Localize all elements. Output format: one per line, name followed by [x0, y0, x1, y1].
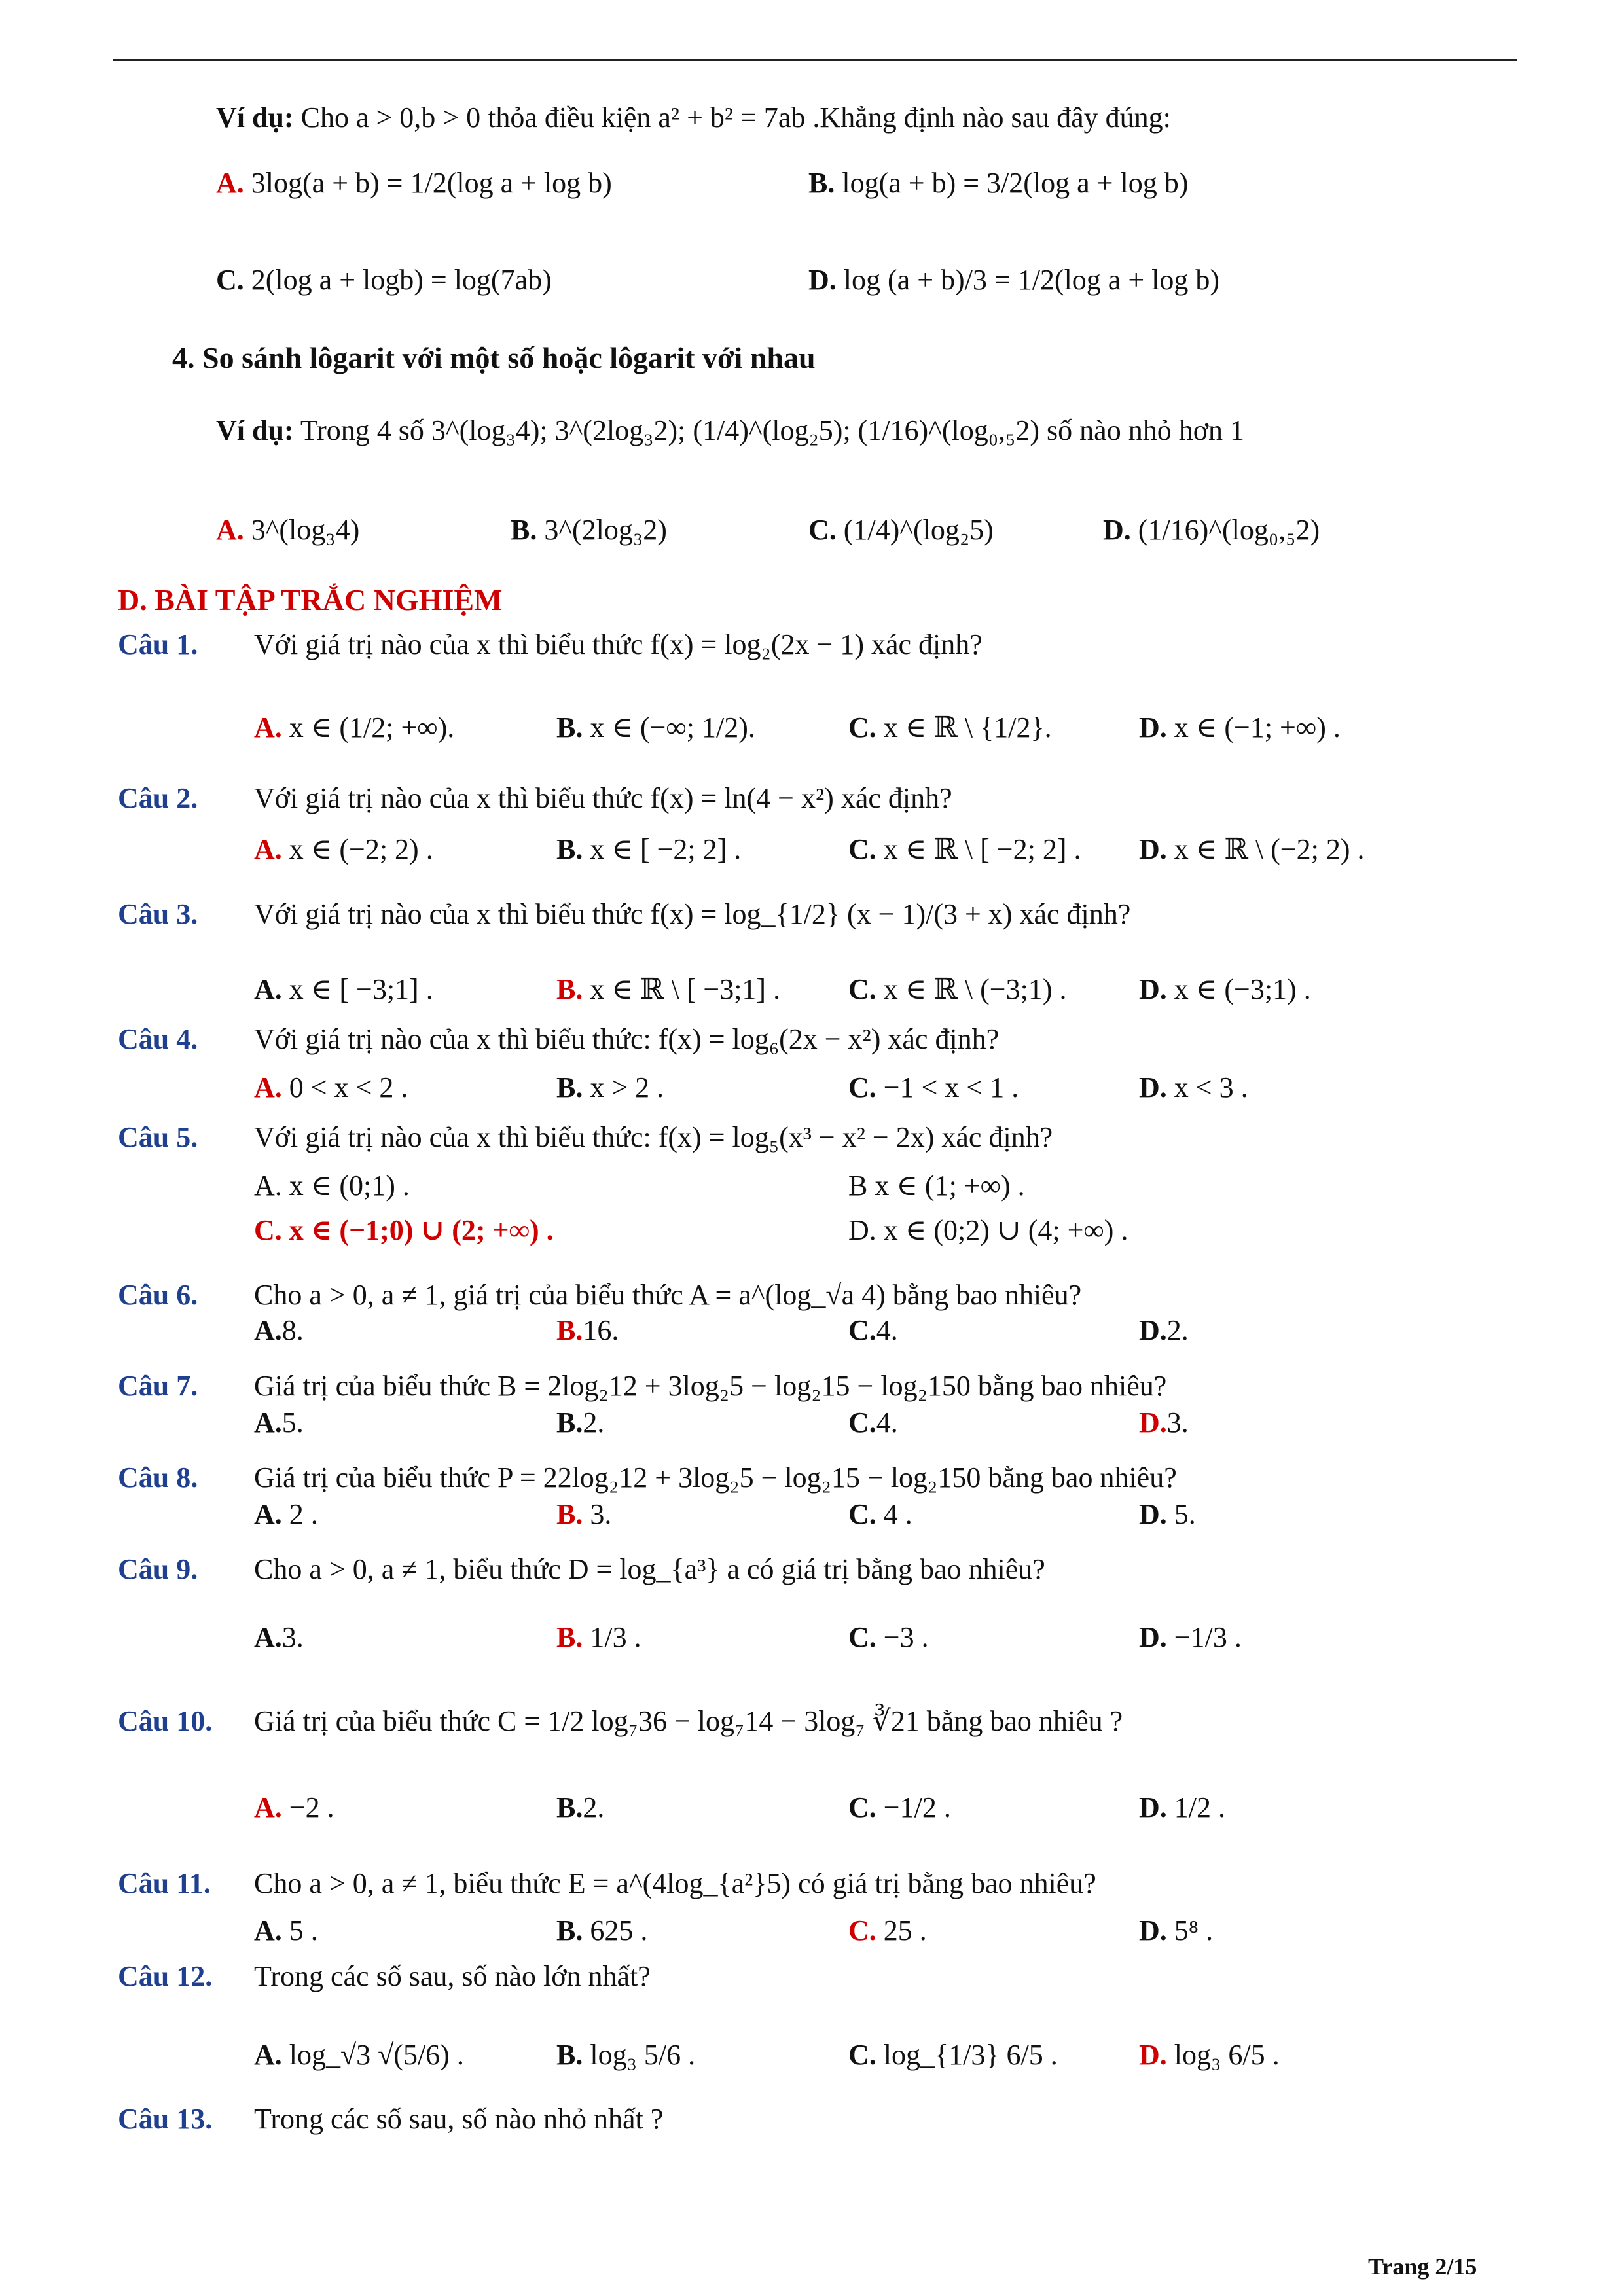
answer-letter: B. — [556, 1071, 583, 1103]
answer-text: x ∈ ℝ \ {1/2}. — [876, 711, 1052, 744]
page-number: Trang 2/15 — [1368, 2253, 1477, 2280]
answer-letter: C. — [848, 1621, 876, 1653]
answer-option[interactable] — [848, 1623, 929, 1652]
question-label: Câu 3. — [118, 898, 198, 930]
answer-letter: B. — [556, 973, 583, 1005]
question-stem: Với giá trị nào của x thì biểu thức: f(x) = log₅(x³ − x² − 2x) xác định? — [254, 1121, 1053, 1153]
question-label: Câu 13. — [118, 2103, 213, 2135]
answer-letter: C. — [848, 711, 876, 744]
answer-letter: D. — [1139, 1498, 1167, 1530]
section4-option-c: (1/4)^(log₂5) — [843, 514, 994, 546]
example1-option-c: 2(log a + logb) = log(7ab) — [251, 264, 552, 296]
answer-text: 3. — [281, 1621, 304, 1653]
answer-letter: C. — [848, 2039, 876, 2071]
answer-text: x ∈ (−∞; 1/2). — [583, 711, 755, 744]
question-stem: Cho a > 0, a ≠ 1, giá trị của biểu thức A = a^(log_√a 4) bằng bao nhiêu? — [254, 1279, 1082, 1311]
answer-letter: A. — [254, 1791, 282, 1823]
answer-text: 2. — [1166, 1314, 1189, 1346]
section-title: D. BÀI TẬP TRẮC NGHIỆM — [118, 583, 503, 617]
answer-option[interactable] — [848, 975, 1067, 1004]
answer-text: x ∈ (1/2; +∞). — [281, 711, 455, 744]
answer-letter: C. — [848, 1314, 876, 1346]
answer-option[interactable] — [556, 835, 741, 864]
answer-text: 25 . — [876, 1914, 927, 1946]
question-label: Câu 1. — [118, 628, 198, 660]
answer-text: x ∈ (−1; +∞) . — [1166, 711, 1341, 744]
example1-prefix: Ví dụ: — [216, 101, 294, 134]
answer-option[interactable] — [556, 975, 780, 1004]
answer-option[interactable] — [1139, 975, 1311, 1004]
example1-option-b: log(a + b) = 3/2(log a + log b) — [842, 167, 1189, 199]
question-label: Câu 10. — [118, 1705, 213, 1737]
answer-letter: D. — [1139, 2039, 1167, 2071]
example1-option-d: log (a + b)/3 = 1/2(log a + log b) — [843, 264, 1220, 296]
answer-letter: B. — [556, 1621, 583, 1653]
answer-letter: A. — [254, 2039, 282, 2071]
answer-letter: C. — [848, 1407, 876, 1439]
question-label: Câu 6. — [118, 1279, 198, 1311]
answer-letter: B. — [556, 1498, 583, 1530]
answer-text: 1/3 . — [583, 1621, 641, 1653]
answer-option[interactable] — [254, 835, 433, 864]
question-stem: Cho a > 0, a ≠ 1, biểu thức D = log_{a³} a có giá trị bằng bao nhiêu? — [254, 1553, 1045, 1585]
answer-option[interactable]: C. x ∈ (−1;0) ∪ (2; +∞) . — [254, 1214, 554, 1246]
section4-option-d: (1/16)^(log₀,₅2) — [1138, 514, 1320, 546]
answer-text: 16. — [583, 1314, 619, 1346]
answer-text: 625 . — [583, 1914, 648, 1946]
answer-letter: D. — [1139, 833, 1167, 865]
answer-text: 2. — [583, 1407, 605, 1439]
answer-letter: C. — [848, 1791, 876, 1823]
answer-option[interactable] — [1139, 1500, 1196, 1529]
answer-option[interactable] — [254, 1408, 304, 1437]
answer-letter: C. — [848, 1498, 876, 1530]
example1-option-d-letter: D. — [808, 264, 837, 296]
answer-option[interactable] — [848, 1073, 1019, 1102]
answer-option[interactable]: A. x ∈ (0;1) . — [254, 1170, 410, 1202]
example1-option-c-letter: C. — [216, 264, 244, 296]
example1-option-a: 3log(a + b) = 1/2(log a + log b) — [251, 167, 612, 199]
section4-heading: 4. So sánh lôgarit với một số hoặc lôgarit với nhau — [172, 341, 816, 374]
answer-option[interactable] — [254, 1793, 334, 1822]
answer-letter: A. — [254, 711, 282, 744]
answer-option[interactable] — [254, 975, 433, 1004]
answer-letter: A. — [254, 1314, 282, 1346]
answer-letter: B. — [556, 711, 583, 744]
answer-text: x ∈ ℝ \ [ −2; 2] . — [876, 833, 1081, 865]
answer-text: 4. — [876, 1314, 898, 1346]
answer-option[interactable] — [556, 2041, 695, 2070]
answer-option[interactable] — [1139, 1316, 1189, 1345]
answer-option[interactable] — [556, 1793, 604, 1822]
example1-option-a-letter: A. — [216, 167, 244, 199]
answer-option[interactable] — [556, 1316, 619, 1345]
answer-option[interactable] — [848, 1793, 951, 1822]
answer-text: 5 . — [281, 1914, 318, 1946]
answer-letter: D. — [1139, 973, 1167, 1005]
answer-text: x ∈ ℝ \ [ −3;1] . — [583, 973, 781, 1005]
question-label: Câu 12. — [118, 1960, 213, 1992]
answer-option[interactable]: D. x ∈ (0;2) ∪ (4; +∞) . — [848, 1214, 1128, 1246]
answer-option[interactable] — [848, 2041, 1058, 2070]
answer-letter: D. — [1139, 711, 1167, 744]
answer-letter: A. — [254, 1914, 282, 1946]
answer-text: 3. — [1166, 1407, 1189, 1439]
answer-text: log₃ 6/5 . — [1166, 2039, 1280, 2071]
section4-option-d-letter: D. — [1103, 514, 1131, 546]
answer-text: 4. — [876, 1407, 898, 1439]
answer-letter: D. — [1139, 1071, 1167, 1103]
answer-letter: A. — [254, 973, 282, 1005]
answer-letter: C. — [848, 973, 876, 1005]
question-label: Câu 2. — [118, 782, 198, 814]
question-label: Câu 5. — [118, 1121, 198, 1153]
answer-option[interactable] — [1139, 1408, 1189, 1437]
answer-option[interactable] — [848, 713, 1052, 742]
answer-letter: B. — [556, 833, 583, 865]
answer-text: −1/2 . — [876, 1791, 951, 1823]
answer-letter: A. — [254, 1498, 282, 1530]
answer-option[interactable]: B x ∈ (1; +∞) . — [848, 1170, 1025, 1202]
section4-prefix: Ví dụ: — [216, 414, 294, 446]
question-stem: Giá trị của biểu thức P = 22log₂12 + 3log₂5 − log₂15 − log₂150 bằng bao nhiêu? — [254, 1462, 1177, 1494]
answer-letter: A. — [254, 833, 282, 865]
question-stem: Với giá trị nào của x thì biểu thức: f(x) = log₆(2x − x²) xác định? — [254, 1023, 1000, 1055]
example1-stem: Cho a > 0,b > 0 thỏa điều kiện a² + b² = 7ab .Khẳng định nào sau đây đúng: — [300, 101, 1171, 134]
question-label: Câu 4. — [118, 1023, 198, 1055]
answer-option[interactable] — [254, 713, 454, 742]
question-label: Câu 7. — [118, 1370, 198, 1402]
answer-text: x ∈ (−2; 2) . — [281, 833, 433, 865]
answer-letter: B. — [556, 1914, 583, 1946]
answer-option[interactable] — [848, 1408, 898, 1437]
answer-option[interactable] — [1139, 1623, 1242, 1652]
answer-option[interactable] — [254, 1500, 318, 1529]
answer-text: x ∈ [ −2; 2] . — [583, 833, 742, 865]
answer-letter: B. — [556, 2039, 583, 2071]
answer-text: x ∈ [ −3;1] . — [281, 973, 433, 1005]
section4-option-a: 3^(log₃4) — [251, 514, 360, 546]
answer-letter: A. — [254, 1621, 282, 1653]
answer-text: x ∈ ℝ \ (−3;1) . — [876, 973, 1067, 1005]
answer-letter: B. — [556, 1791, 583, 1823]
section4-option-b: 3^(2log₃2) — [544, 514, 667, 546]
answer-text: x > 2 . — [583, 1071, 664, 1103]
answer-text: −3 . — [876, 1621, 929, 1653]
section4-option-c-letter: C. — [808, 514, 837, 546]
answer-option[interactable] — [254, 1623, 304, 1652]
answer-text: x < 3 . — [1166, 1071, 1248, 1103]
answer-option[interactable] — [848, 1316, 898, 1345]
answer-option[interactable] — [848, 835, 1081, 864]
section4-option-b-letter: B. — [511, 514, 537, 546]
answer-letter: B. — [556, 1314, 583, 1346]
answer-option[interactable] — [254, 1916, 318, 1945]
answer-text: 1/2 . — [1166, 1791, 1226, 1823]
answer-letter: C. — [848, 1914, 876, 1946]
question-stem: Trong các số sau, số nào lớn nhất? — [254, 1960, 651, 1992]
answer-letter: B. — [556, 1407, 583, 1439]
answer-text: 3. — [583, 1498, 612, 1530]
answer-option[interactable] — [848, 1916, 927, 1945]
question-label: Câu 9. — [118, 1553, 198, 1585]
answer-option[interactable] — [556, 1073, 664, 1102]
answer-text: log₃ 5/6 . — [583, 2039, 696, 2071]
answer-letter: A. — [254, 1407, 282, 1439]
answer-letter: D. — [1139, 1621, 1167, 1653]
answer-option[interactable] — [556, 1916, 647, 1945]
answer-letter: D. — [1139, 1914, 1167, 1946]
question-label: Câu 11. — [118, 1867, 211, 1899]
question-stem: Với giá trị nào của x thì biểu thức f(x) = log_{1/2} (x − 1)/(3 + x) xác định? — [254, 898, 1131, 930]
answer-option[interactable] — [556, 1408, 604, 1437]
header-rule — [113, 59, 1517, 61]
question-stem: Cho a > 0, a ≠ 1, biểu thức E = a^(4log_{a²}5) có giá trị bằng bao nhiêu? — [254, 1867, 1096, 1899]
answer-text: 4 . — [876, 1498, 912, 1530]
answer-text: −2 . — [281, 1791, 334, 1823]
question-stem: Với giá trị nào của x thì biểu thức f(x) = ln(4 − x²) xác định? — [254, 782, 952, 814]
section4-option-a-letter: A. — [216, 514, 244, 546]
answer-text: 0 < x < 2 . — [281, 1071, 408, 1103]
answer-text: 2. — [583, 1791, 605, 1823]
answer-option[interactable] — [1139, 713, 1341, 742]
section4-stem: Trong 4 số 3^(log₃4); 3^(2log₃2); (1/4)^(log₂5); (1/16)^(log₀,₅2) số nào nhỏ hơn 1 — [300, 414, 1244, 446]
answer-option[interactable] — [1139, 1916, 1213, 1945]
answer-text: −1/3 . — [1166, 1621, 1242, 1653]
answer-text: 5. — [281, 1407, 304, 1439]
question-stem: Giá trị của biểu thức B = 2log₂12 + 3log₂5 − log₂15 − log₂150 bằng bao nhiêu? — [254, 1370, 1167, 1402]
answer-letter: A. — [254, 1071, 282, 1103]
answer-option[interactable] — [1139, 2041, 1280, 2070]
answer-letter: C. — [848, 1071, 876, 1103]
answer-option[interactable] — [556, 1500, 611, 1529]
answer-text: −1 < x < 1 . — [876, 1071, 1019, 1103]
question-stem: Với giá trị nào của x thì biểu thức f(x) = log₂(2x − 1) xác định? — [254, 628, 983, 660]
answer-text: log_√3 √(5/6) . — [281, 2039, 464, 2071]
answer-letter: D. — [1139, 1791, 1167, 1823]
answer-text: 8. — [281, 1314, 304, 1346]
answer-letter: C. — [848, 833, 876, 865]
question-stem: Giá trị của biểu thức C = 1/2 log₇36 − log₇14 − 3log₇ ∛21 bằng bao nhiêu ? — [254, 1705, 1123, 1737]
answer-option[interactable] — [1139, 835, 1365, 864]
answer-text: x ∈ (−3;1) . — [1166, 973, 1311, 1005]
answer-text: log_{1/3} 6/5 . — [876, 2039, 1058, 2071]
answer-option[interactable] — [556, 713, 755, 742]
example1-option-b-letter: B. — [808, 167, 835, 199]
answer-text: 5⁸ . — [1166, 1914, 1214, 1946]
answer-option[interactable] — [1139, 1073, 1248, 1102]
answer-letter: D. — [1139, 1314, 1167, 1346]
answer-option[interactable] — [848, 1500, 912, 1529]
answer-text: 5. — [1166, 1498, 1196, 1530]
answer-option[interactable] — [254, 1316, 304, 1345]
answer-text: 2 . — [281, 1498, 318, 1530]
answer-option[interactable] — [1139, 1793, 1225, 1822]
answer-option[interactable] — [254, 2041, 464, 2070]
question-label: Câu 8. — [118, 1462, 198, 1494]
answer-option[interactable] — [254, 1073, 408, 1102]
answer-letter: D. — [1139, 1407, 1167, 1439]
answer-option[interactable] — [556, 1623, 641, 1652]
answer-text: x ∈ ℝ \ (−2; 2) . — [1166, 833, 1365, 865]
question-stem: Trong các số sau, số nào nhỏ nhất ? — [254, 2103, 664, 2135]
